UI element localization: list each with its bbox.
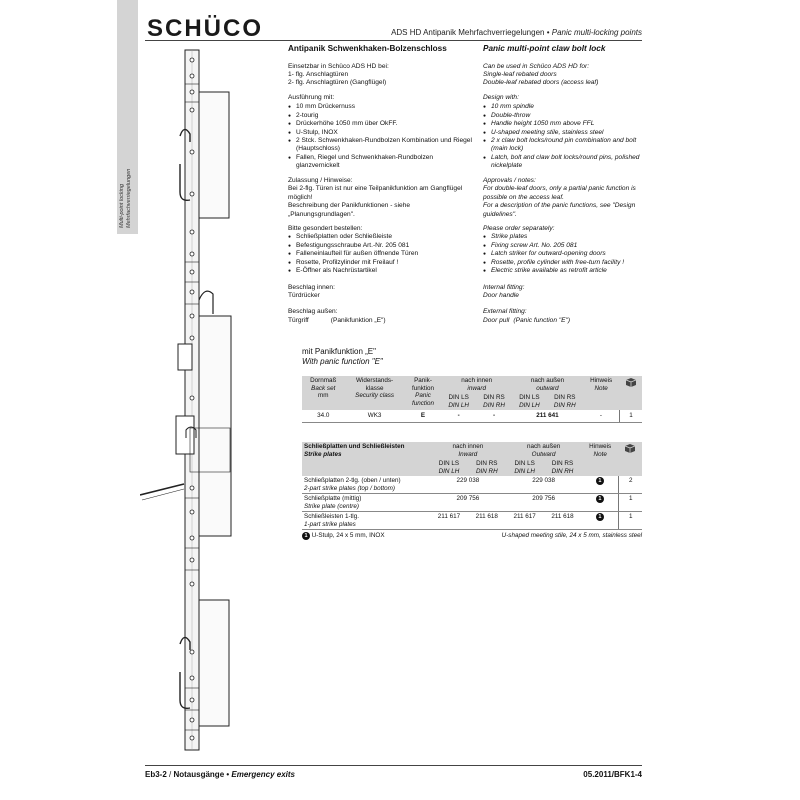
footer-divider	[145, 765, 642, 766]
th-strike-de: Schließplatten und Schließleisten	[304, 443, 405, 450]
order-en-item: ● Rosette, profile cylinder with free-turn facility !	[483, 259, 643, 267]
cell-inward-article: 229 038	[430, 476, 506, 494]
order-de-item: ● E-Öffner als Nachrüstartikel	[288, 267, 474, 275]
use-en-line: Double-leaf rebated doors (access leaf)	[483, 79, 599, 87]
th-note-de: Hinweis	[590, 377, 613, 384]
notes-en	[483, 177, 643, 219]
use-de	[288, 63, 474, 88]
table-row	[302, 494, 642, 512]
cell-desc-en: Strike plate (centre)	[304, 502, 359, 510]
design-de-item: ● 2-tourig	[288, 112, 474, 120]
notes-en-line: For double-leaf doors, only a partial panic function is possible on the access leaf.	[483, 185, 636, 201]
cell-desc-de: Schließplatte (mittig)	[304, 495, 362, 503]
column-english	[483, 44, 643, 331]
th-panic-en: function	[411, 399, 435, 407]
cell-desc-en: 2-part strike plates (top / bottom)	[304, 484, 395, 492]
cell-outward-article: 229 038	[506, 476, 582, 494]
inside-fitting-de	[288, 284, 474, 301]
th-din-ls: DIN LS	[519, 394, 540, 402]
th-din-rh: DIN RH	[475, 467, 498, 475]
use-de-line: Einsetzbar in Schüco ADS HD bei:	[288, 62, 389, 70]
order-en	[483, 225, 643, 276]
outside-fitting-en-value: Door pull	[483, 316, 510, 324]
sidebar-label	[117, 0, 138, 234]
th-inward-en: Inward	[458, 450, 478, 458]
outside-fitting-en-function: (Panic function "E")	[513, 316, 571, 324]
th-note-de: Hinweis	[589, 443, 612, 450]
th-panic-de: funktion	[411, 384, 435, 392]
header-title-en: Panic multi-locking points	[551, 28, 642, 37]
th-din-ls: DIN LS	[438, 460, 460, 468]
th-note-en: Note	[594, 384, 608, 392]
th-inward-de: nach innen	[452, 443, 484, 450]
notes-en-line: For a description of the panic functions, see "Design guidelines".	[483, 202, 636, 218]
cell-inward-rs: -	[476, 410, 512, 423]
cell-desc-en: 1-part strike plates	[304, 520, 356, 528]
footer-separator: /	[166, 770, 174, 779]
order-en-item: ● Fixing screw Art. No. 205 081	[483, 242, 643, 250]
sidebar-label-de: Mehrfachverriegelungen	[126, 168, 133, 228]
design-de-item: ● Fallen, Riegel und Schwenkhaken-Rundbolzen glanzvernickelt	[288, 154, 474, 171]
lock-table	[302, 376, 642, 423]
note-badge: 1	[596, 495, 604, 503]
footer-code: Eb3-2	[145, 770, 167, 779]
th-din-rs: DIN RS	[476, 460, 498, 468]
th-inward-de: nach innen	[461, 377, 493, 384]
cell-note: -	[583, 410, 620, 423]
th-outward-de: nach außen	[530, 377, 565, 384]
use-en	[483, 63, 643, 88]
design-en-item: ● Handle height 1050 mm above FFL	[483, 120, 643, 128]
th-panic-en: Panic	[415, 392, 431, 400]
order-de-item: ● Schließplatten oder Schließleiste	[288, 233, 474, 241]
outside-fitting-en	[483, 308, 643, 325]
th-din-ls: DIN LS	[514, 460, 535, 468]
th-backset-unit: mm	[318, 392, 329, 400]
outside-fitting-de-function: (Panikfunktion „E")	[330, 316, 386, 324]
cell-outward-ls: 211 617	[506, 512, 544, 530]
cell-qty: 1	[619, 410, 642, 423]
packaging-icon	[619, 442, 642, 476]
design-de	[288, 94, 474, 171]
cell-qty: 1	[619, 512, 642, 530]
th-strike-en: Strike plates	[304, 450, 342, 458]
order-de-item: ● Falleneinlaufteil für außen öffnende Türen	[288, 250, 474, 258]
outside-fitting-de-value: Türgriff	[288, 316, 309, 324]
footnote-badge: 1	[302, 532, 310, 540]
cell-outward-rs: 211 618	[544, 512, 582, 530]
header-divider	[145, 40, 642, 41]
th-din-rs: DIN RS	[554, 394, 576, 402]
use-de-line: 1- flg. Anschlagtüren	[288, 70, 349, 78]
outside-fitting-de-heading: Beschlag außen:	[288, 308, 338, 316]
product-title-de: Antipanik Schwenkhaken-Bolzenschloss	[288, 44, 447, 53]
notes-de	[288, 177, 474, 219]
table-row	[302, 512, 642, 530]
packaging-icon	[619, 376, 642, 410]
inside-fitting-en	[483, 284, 643, 301]
cell-class: WK3	[345, 410, 405, 423]
design-de-heading: Ausführung mit:	[288, 93, 335, 101]
note-badge: 1	[596, 477, 604, 485]
th-din-rs: DIN RS	[551, 460, 574, 468]
th-din-lh: DIN LH	[514, 467, 535, 475]
notes-de-heading: Zulassung / Hinweise:	[288, 176, 353, 184]
notes-de-line: Beschreibung der Panikfunktionen - siehe „Planungsgrundlagen".	[288, 202, 411, 218]
strike-plates-table	[302, 442, 642, 530]
design-en-item: ● Latch, bolt and claw bolt locks/round pins, polished nickelplate	[483, 154, 643, 171]
th-din-lh: DIN LH	[438, 467, 460, 475]
footer-section	[145, 770, 295, 780]
th-class-de: Widerstands-	[356, 377, 394, 384]
design-en-item: ● U-shaped meeting stile, stainless steel	[483, 129, 643, 137]
panic-heading-de: mit Panikfunktion „E"	[302, 347, 376, 356]
design-en-item: ● 10 mm spindle	[483, 103, 643, 111]
cell-inward-ls: 211 617	[430, 512, 468, 530]
inside-fitting-de-value: Türdrücker	[288, 292, 320, 299]
footnote-en: U-shaped meeting stile, 24 x 5 mm, stainless steel	[501, 532, 642, 539]
th-backset-en: Back set	[311, 384, 336, 392]
footnote	[302, 532, 642, 540]
design-de-item: ● 10 mm Drückernuss	[288, 103, 474, 111]
order-de	[288, 225, 474, 276]
cell-outward-article: 209 756	[506, 494, 582, 512]
th-din-rh: DIN RH	[483, 401, 505, 409]
cell-inward-rs: 211 618	[468, 512, 506, 530]
design-en	[483, 94, 643, 171]
notes-en-heading: Approvals / notes:	[483, 176, 536, 184]
order-en-heading: Please order separately:	[483, 224, 555, 232]
order-de-item: ● Rosette, Profilzylinder mit Freilauf !	[288, 259, 474, 267]
footer-date: 05.2011/BFK1-4	[583, 770, 642, 779]
th-din-rs: DIN RS	[483, 394, 505, 402]
order-en-item: ● Latch striker for outward-opening doors	[483, 250, 643, 258]
design-de-item: ● 2 Stck. Schwenkhaken-Rundbolzen Kombination und Riegel (Hauptschloss)	[288, 137, 474, 154]
use-en-line: Single-leaf rebated doors	[483, 70, 557, 78]
use-de-line: 2- flg. Anschlagtüren (Gangflügel)	[288, 79, 387, 87]
order-de-item: ● Befestigungsschraube Art.-Nr. 205 081	[288, 242, 474, 250]
th-backset-de: Dornmaß	[310, 377, 337, 384]
table-row	[302, 476, 642, 494]
th-din-rh: DIN RH	[551, 467, 574, 475]
outside-fitting-de	[288, 308, 474, 325]
order-en-item: ● Strike plates	[483, 233, 643, 241]
th-outward-en: outward	[536, 384, 559, 392]
cell-qty: 2	[619, 476, 642, 494]
th-outward-de: nach außen	[526, 443, 561, 450]
panic-heading-en: With panic function "E"	[302, 357, 383, 367]
table-row	[302, 410, 642, 423]
cell-desc-de: Schließplatten 2-tlg. (oben / unten)	[304, 477, 401, 485]
header-title-de: ADS HD Antipanik Mehrfachverriegelungen •	[391, 28, 552, 37]
schuco-logo: SCHÜCO	[147, 15, 264, 42]
note-badge: 1	[596, 513, 604, 521]
th-class-de: klasse	[365, 384, 384, 392]
column-german	[288, 44, 474, 331]
th-din-lh: DIN LH	[519, 401, 540, 409]
sidebar-label-en: Multi-point locking	[119, 183, 125, 228]
th-note-en: Note	[593, 450, 607, 458]
cell-qty: 1	[619, 494, 642, 512]
design-de-item: ● U-Stulp, INOX	[288, 129, 474, 137]
footer-section-en: Emergency exits	[231, 770, 295, 779]
cell-outward-article: 211 641	[512, 410, 583, 423]
th-din-ls: DIN LS	[448, 394, 469, 402]
th-class-en: Security class	[355, 392, 395, 400]
design-en-heading: Design with:	[483, 93, 519, 101]
design-en-item: ● Double-throw	[483, 112, 643, 120]
lock-drawing	[140, 48, 240, 758]
outside-fitting-en-heading: External fitting:	[483, 308, 527, 316]
notes-de-line: Bei 2-flg. Türen ist nur eine Teilpanikfunktion am Gangflügel möglich!	[288, 185, 463, 201]
footer-section-de: Notausgänge •	[173, 770, 232, 779]
design-de-item: ● Drückerhöhe 1050 mm über OkFF.	[288, 120, 474, 128]
footnote-de: U-Stulp, 24 x 5 mm, INOX	[311, 532, 385, 539]
cell-inward-article: 209 756	[430, 494, 506, 512]
order-en-item: ● Electric strike available as retrofit article	[483, 267, 643, 275]
product-title-en: Panic multi-point claw bolt lock	[483, 44, 606, 53]
cell-desc-de: Schließleisten 1-tlg.	[304, 513, 359, 521]
panic-function-heading	[302, 347, 383, 367]
th-panic-de: Panik-	[414, 377, 432, 384]
inside-fitting-de-heading: Beschlag innen:	[288, 283, 335, 291]
use-en-line: Can be used in Schüco ADS HD for:	[483, 62, 590, 70]
th-din-lh: DIN LH	[448, 401, 469, 409]
cell-panic: E	[405, 410, 442, 423]
inside-fitting-en-value: Door handle	[483, 292, 519, 299]
inside-fitting-en-heading: Internal fitting:	[483, 283, 525, 291]
cell-backset: 34.0	[302, 410, 345, 423]
th-inward-en: inward	[467, 384, 486, 392]
th-outward-en: Outward	[531, 450, 556, 458]
th-din-rh: DIN RH	[553, 401, 576, 409]
order-de-heading: Bitte gesondert bestellen:	[288, 224, 363, 232]
cell-inward-ls: -	[441, 410, 476, 423]
page-header-title	[391, 28, 642, 38]
design-en-item: ● 2 x claw bolt locks/round pin combination and bolt (main lock)	[483, 137, 643, 154]
